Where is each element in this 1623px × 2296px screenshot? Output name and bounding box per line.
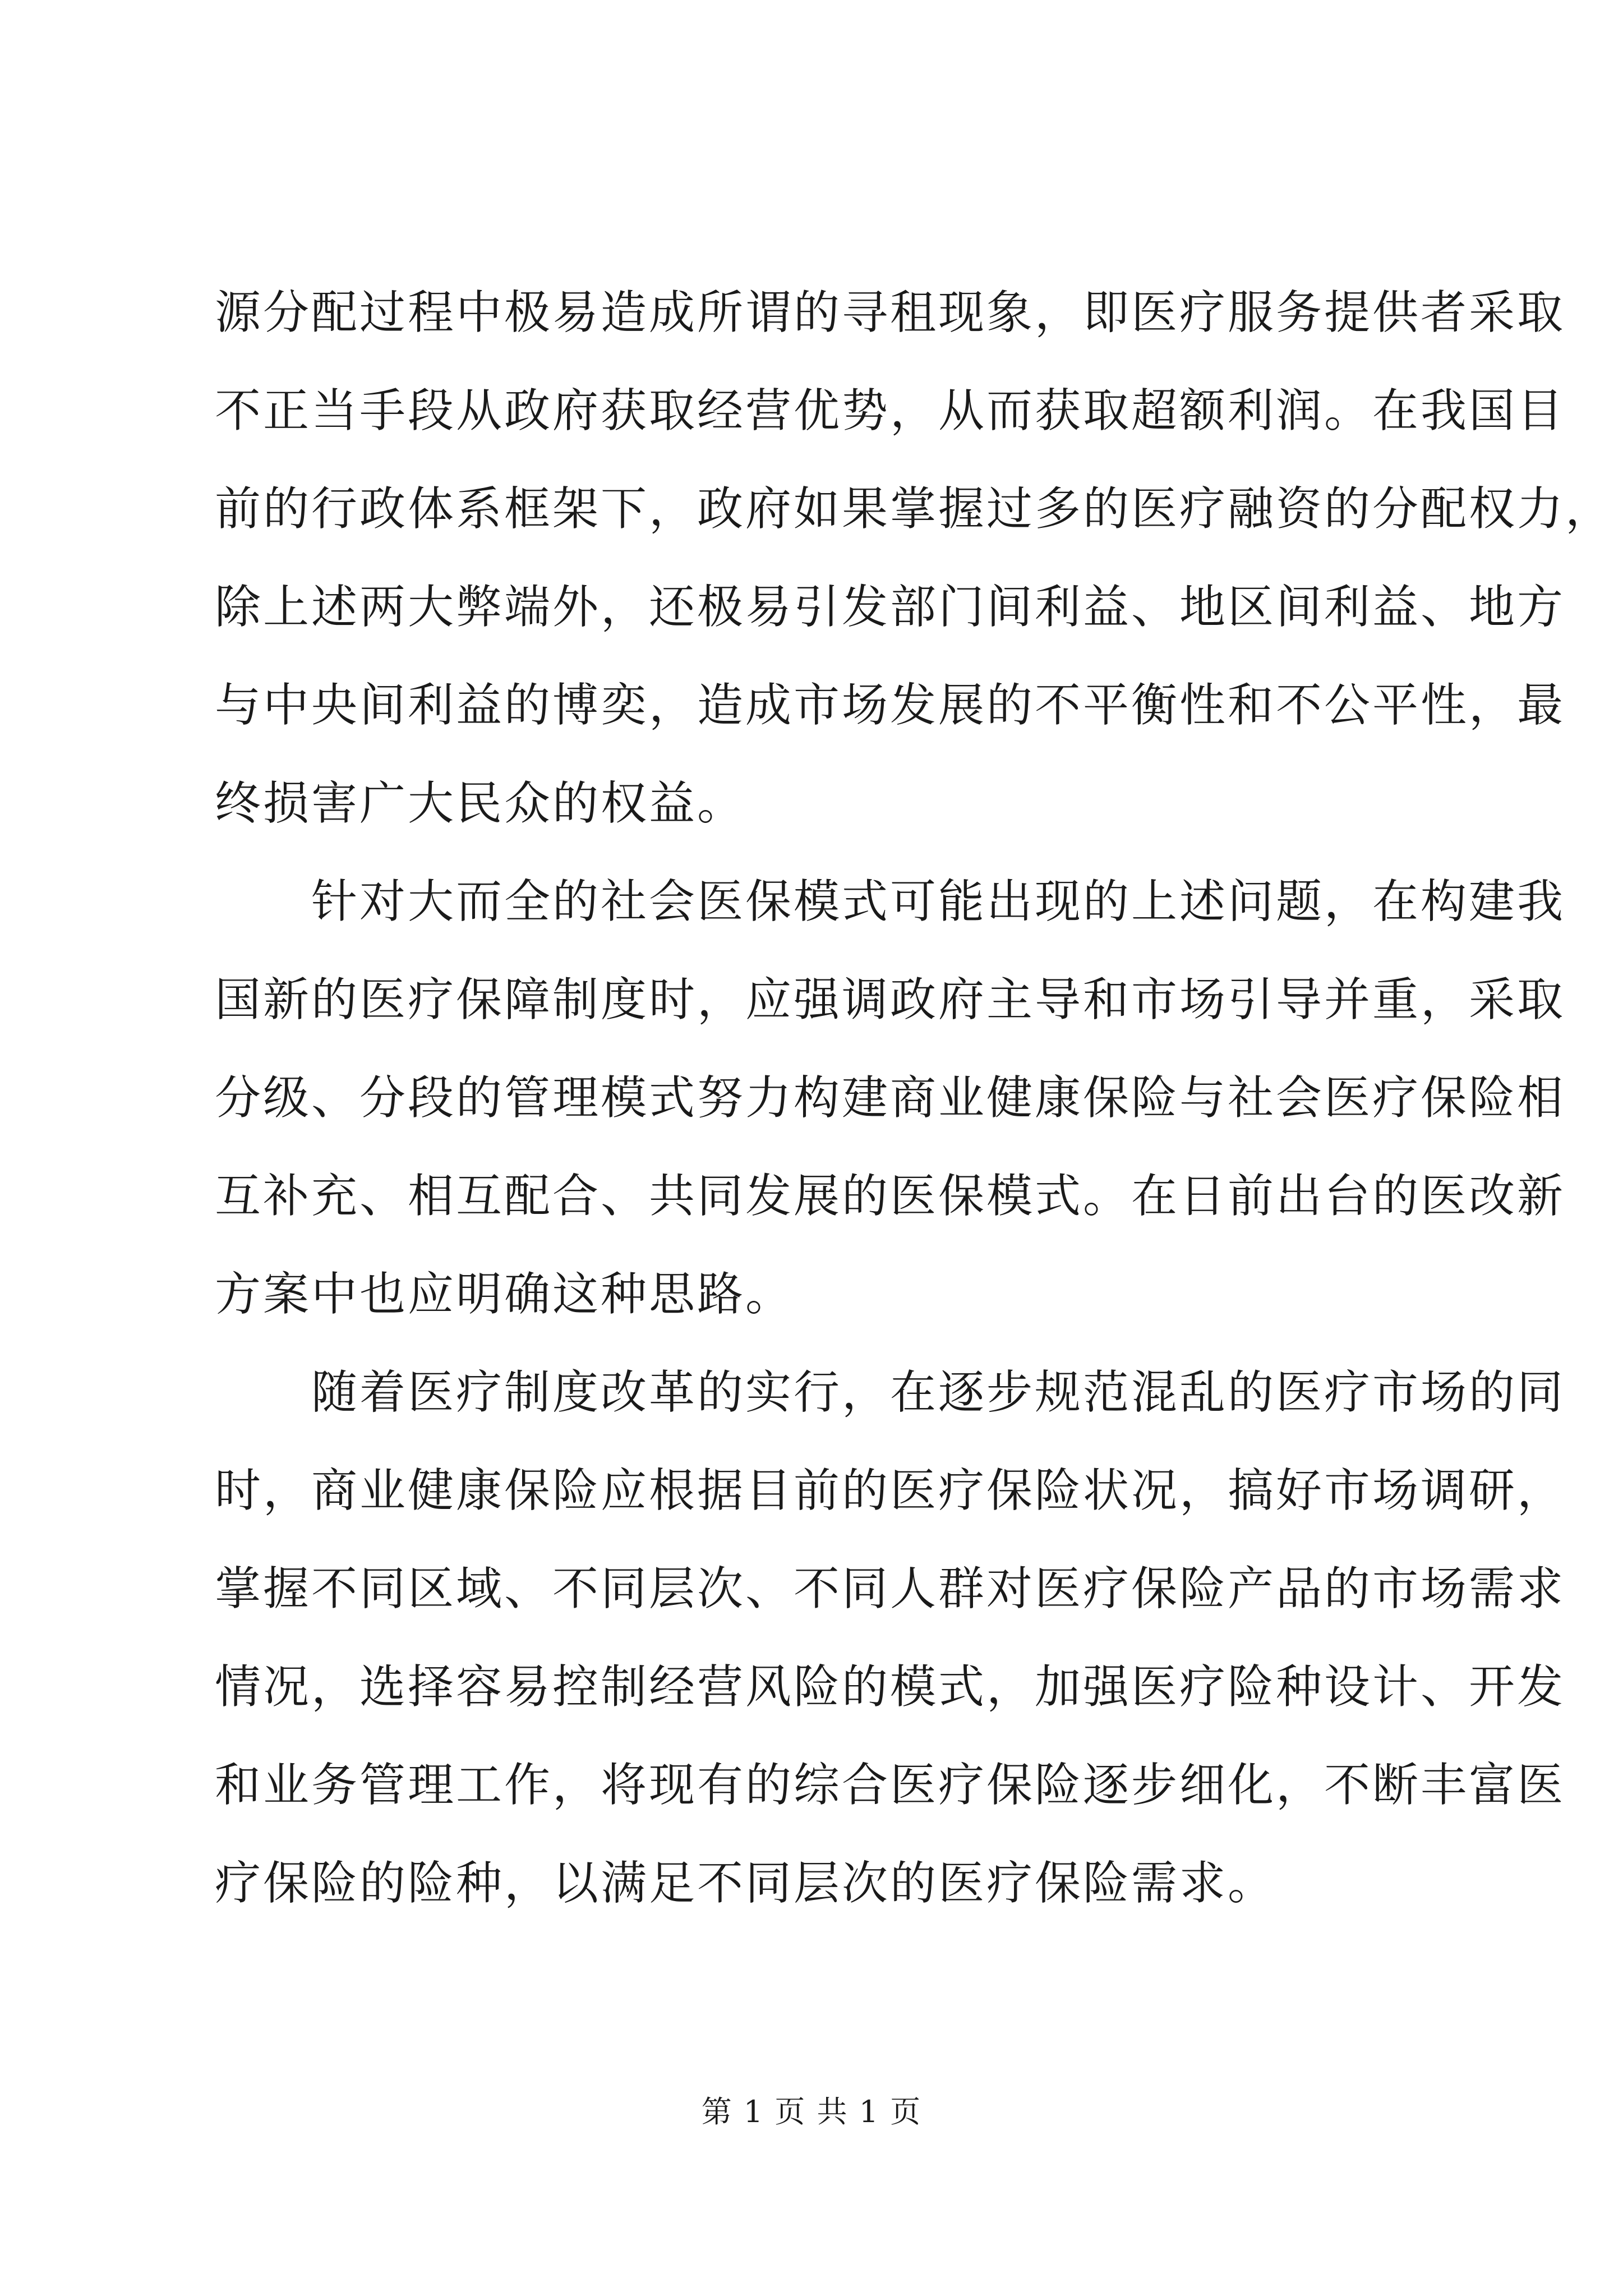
text-line: 疗保险的险种，以满足不同层次的医疗保险需求。	[215, 1857, 1276, 1910]
text-line: 分级、分段的管理模式努力构建商业健康保险与社会医疗保险相	[215, 1071, 1566, 1125]
text-line: 国新的医疗保障制度时，应强调政府主导和市场引导并重，采取	[215, 973, 1566, 1027]
text-line: 方案中也应明确这种思路。	[215, 1268, 794, 1321]
text-line: 终损害广大民众的权益。	[215, 777, 746, 830]
text-line: 针对大而全的社会医保模式可能出现的上述问题，在构建我	[215, 875, 1566, 928]
text-line: 时，商业健康保险应根据目前的医疗保险状况，搞好市场调研，	[215, 1464, 1566, 1517]
text-line: 前的行政体系框架下，政府如果掌握过多的医疗融资的分配权力，	[215, 482, 1614, 536]
text-line: 和业务管理工作，将现有的综合医疗保险逐步细化，不断丰富医	[215, 1759, 1566, 1812]
text-line: 情况，选择容易控制经营风险的模式，加强医疗险种设计、开发	[215, 1660, 1566, 1714]
body-text	[215, 264, 1614, 1932]
text-line: 互补充、相互配合、共同发展的医保模式。在日前出台的医改新	[215, 1170, 1566, 1223]
text-line: 随着医疗制度改革的实行，在逐步规范混乱的医疗市场的同	[215, 1366, 1566, 1419]
text-line: 与中央间利益的博奕，造成市场发展的不平衡性和不公平性，最	[215, 679, 1566, 732]
text-line: 源分配过程中极易造成所谓的寻租现象，即医疗服务提供者采取	[215, 286, 1566, 339]
text-line: 除上述两大弊端外，还极易引发部门间利益、地区间利益、地方	[215, 581, 1566, 634]
text-line: 掌握不同区域、不同层次、不同人群对医疗保险产品的市场需求	[215, 1562, 1566, 1616]
page-footer: 第 1 页 共 1 页	[701, 2094, 922, 2129]
text-line: 不正当手段从政府获取经营优势，从而获取超额利润。在我国目	[215, 384, 1566, 438]
